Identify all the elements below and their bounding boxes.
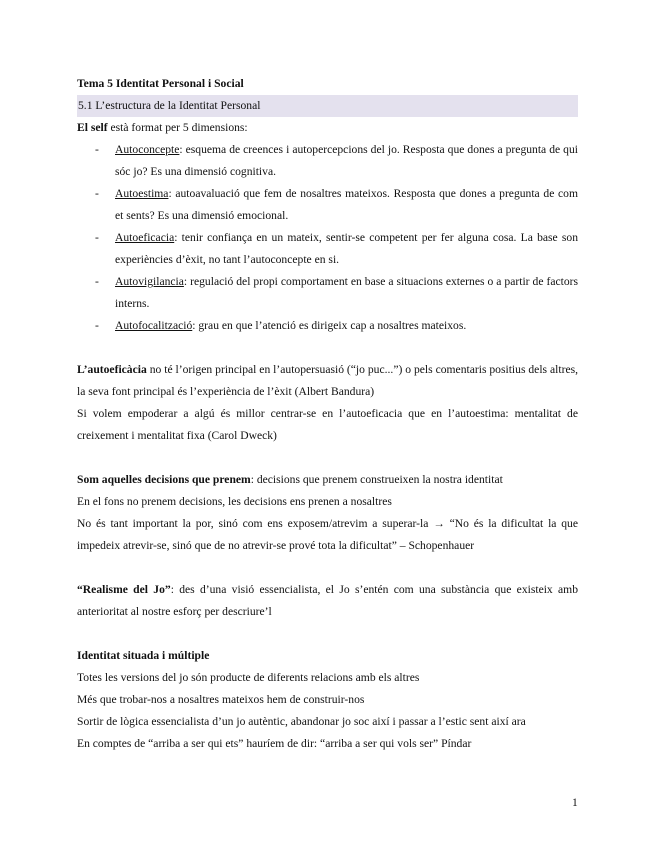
empoderar-paragraph: Si volem empoderar a algú és millor centrar-se en l’autoeficacia que en l’autoestima: mentalitat de creixement i mentalitat fixa (Carol Dweck) — [77, 407, 578, 442]
self-intro-bold: El self — [77, 121, 108, 134]
decisions-bold: Som aquelles decisions que prenem — [77, 473, 251, 486]
list-dash: - — [95, 231, 99, 244]
dimension-text: : esquema de creences i autopercepcions del jo. Resposta que dones a pregunta de qui sóc jo? Es una dimensió cognitiva. — [115, 143, 578, 178]
dimension-text: : regulació del propi comportament en base a situacions externes o a partir de factors interns. — [115, 275, 578, 310]
list-dash: - — [95, 187, 99, 200]
identitat-line: Sortir de lògica essencialista d’un jo autèntic, abandonar jo soc així i passar a l’estic sent així ara — [77, 715, 526, 728]
section-heading: 5.1 L’estructura de la Identitat Personal — [77, 95, 578, 117]
dimension-term: Autoeficacia — [115, 231, 175, 244]
page-number: 1 — [572, 796, 578, 809]
dimension-item-autoconcepte — [77, 139, 578, 183]
decisions-paragraph — [77, 469, 578, 491]
list-dash: - — [95, 143, 99, 156]
dimension-term: Autofocalització — [115, 319, 193, 332]
dimensions-list — [77, 139, 578, 337]
autoeficacia-text: no té l’origen principal en l’autopersuasió (“jo puc...”) o pels comentaris positius dels altres, la seva font principal és l’experiència de l’èxit (Albert Bandura) — [77, 363, 578, 398]
blank-line — [77, 623, 578, 645]
dimension-term: Autovigilancia — [115, 275, 184, 288]
identitat-heading: Identitat situada i múltiple — [77, 649, 210, 662]
dimension-text: : grau en que l’atenció es dirigeix cap a nosaltres mateixos. — [192, 319, 467, 332]
document-body — [77, 73, 578, 755]
self-intro-paragraph — [77, 117, 578, 139]
identitat-line: Totes les versions del jo són producte de diferents relacions amb els altres — [77, 671, 420, 684]
realisme-bold: “Realisme del Jo” — [77, 583, 171, 596]
dimension-item-autofocalitzacio — [77, 315, 578, 337]
dimension-item-autoestima — [77, 183, 578, 227]
document-title: Tema 5 Identitat Personal i Social — [77, 77, 244, 90]
realisme-paragraph — [77, 579, 578, 623]
identitat-line: En comptes de “arriba a ser qui ets” hauríem de dir: “arriba a ser qui vols ser” Píndar — [77, 737, 472, 750]
decisions-text: : decisions que prenem construeixen la nostra identitat — [250, 473, 503, 486]
autoeficacia-bold: L’autoeficàcia — [77, 363, 147, 376]
realisme-text: : des d’una visió essencialista, el Jo s’entén com una substància que existeix amb anterioritat al nostre esforç per descriure’l — [77, 583, 578, 618]
identitat-line: Més que trobar-nos a nosaltres mateixos hem de construir-nos — [77, 693, 365, 706]
list-dash: - — [95, 275, 99, 288]
dimension-item-autovigilancia — [77, 271, 578, 315]
dimension-text: : autoavaluació que fem de nosaltres mateixos. Resposta que dones a pregunta de com et sents? Es una dimensió emocional. — [115, 187, 578, 222]
self-intro-text: està format per 5 dimensions: — [107, 121, 248, 134]
blank-line — [77, 337, 578, 359]
dimension-term: Autoconcepte — [115, 143, 180, 156]
blank-line — [77, 557, 578, 579]
dimension-item-autoeficacia — [77, 227, 578, 271]
dimension-term: Autoestima — [115, 187, 169, 200]
por-paragraph: No és tant important la por, sinó com ens exposem/atrevim a superar-la → “No és la dificultat la que impedeix atrevir-se, sinó que de no atrevir-se prové tota la dificultat” – Schopenhauer — [77, 517, 578, 552]
dimension-text: : tenir confiança en un mateix, sentir-se competent per fer alguna cosa. La base son experiències d’èxit, no tant l’autoconcepte en si. — [115, 231, 578, 266]
blank-line — [77, 447, 578, 469]
list-dash: - — [95, 319, 99, 332]
fons-paragraph: En el fons no prenem decisions, les decisions ens prenen a nosaltres — [77, 495, 392, 508]
autoeficacia-paragraph — [77, 359, 578, 403]
